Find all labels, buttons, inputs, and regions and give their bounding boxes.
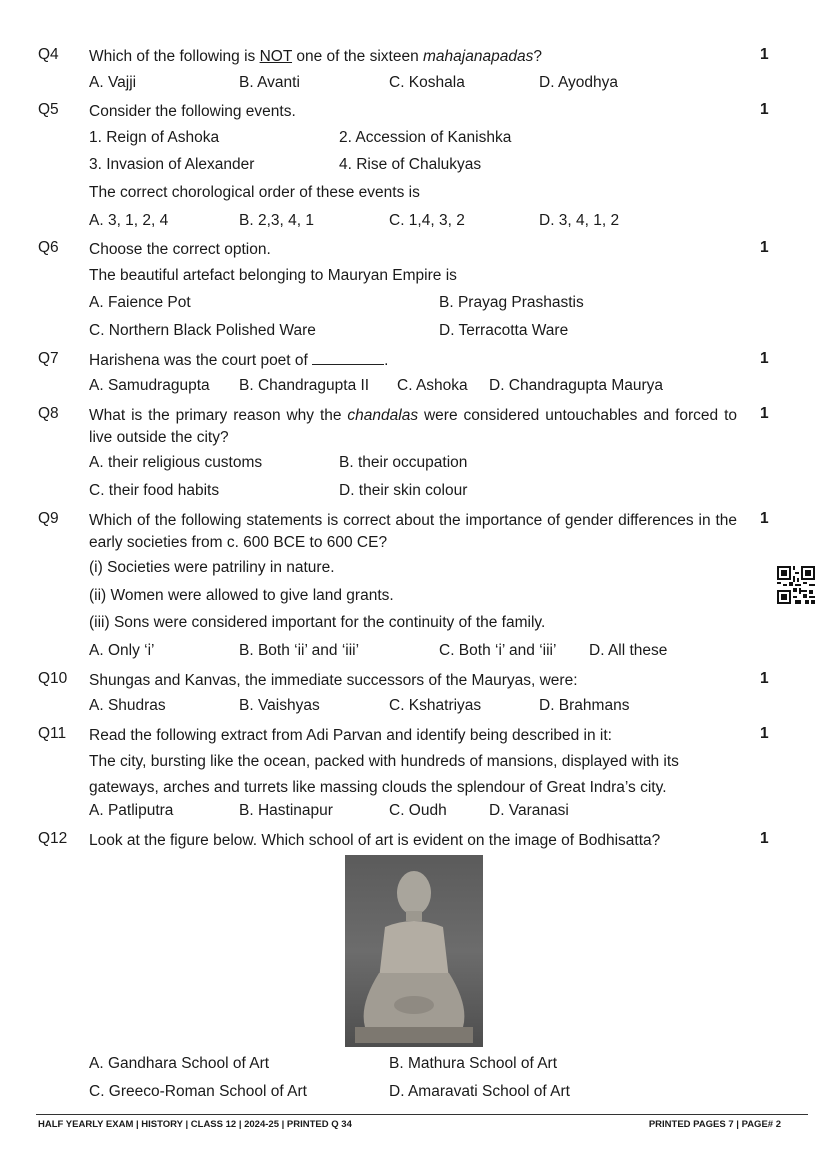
option-a: A. Shudras (89, 697, 166, 714)
option-d: D. Terracotta Ware (439, 322, 569, 339)
question-marks: 1 (760, 510, 769, 527)
option-b: B. Avanti (239, 74, 300, 91)
options-q12-row-1 (0, 1055, 826, 1077)
question-text: Shungas and Kanvas, the immediate successors of the Mauryas, were: (89, 672, 578, 689)
option-a: A. Faience Pot (89, 294, 191, 311)
option-c: C. 1,4, 3, 2 (389, 212, 465, 229)
question-marks: 1 (760, 725, 769, 742)
question-marks: 1 (760, 350, 769, 367)
option-d: D. Varanasi (489, 802, 569, 819)
question-number: Q6 (38, 239, 59, 256)
question-number: Q7 (38, 350, 59, 367)
options-q5 (0, 212, 826, 234)
fill-blank (312, 350, 384, 365)
option-d: D. All these (589, 642, 668, 659)
question-prompt: The beautiful artefact belonging to Mauryan Empire is (89, 267, 457, 284)
option-d: D. 3, 4, 1, 2 (539, 212, 620, 229)
option-a: A. their religious customs (89, 454, 263, 471)
option-a: A. Vajji (89, 74, 137, 91)
bodhisatta-sculpture-image (345, 855, 483, 1047)
option-a: A. Patliputra (89, 802, 174, 819)
question-number: Q5 (38, 101, 59, 118)
statement-1: (i) Societies were patriliny in nature. (89, 559, 335, 576)
option-d: D. Chandragupta Maurya (489, 377, 664, 394)
option-c: C. Ashoka (397, 377, 468, 394)
option-c: C. Koshala (389, 74, 465, 91)
events-row-2 (0, 156, 826, 178)
question-text: Harishena was the court poet of . (89, 352, 389, 369)
options-q8-row-2 (0, 482, 826, 504)
option-b: B. Both ‘ii’ and ‘iii’ (239, 642, 360, 659)
footer-exam-info: HALF YEARLY EXAM | HISTORY | CLASS 12 | 2024-25 | PRINTED Q 34 (38, 1119, 352, 1130)
question-number: Q12 (38, 830, 68, 847)
option-b: B. Hastinapur (239, 802, 333, 819)
question-text: Choose the correct option. (89, 241, 271, 258)
question-marks: 1 (760, 670, 769, 687)
options-q9 (0, 642, 826, 664)
event-2: 2. Accession of Kanishka (339, 129, 512, 146)
statement-2: (ii) Women were allowed to give land grants. (89, 587, 394, 604)
option-c: C. Kshatriyas (389, 697, 482, 714)
option-b: B. their occupation (339, 454, 468, 471)
option-b: B. Mathura School of Art (389, 1055, 558, 1072)
question-number: Q4 (38, 46, 59, 63)
question-marks: 1 (760, 101, 769, 118)
option-c: C. their food habits (89, 482, 220, 499)
statement-3: (iii) Sons were considered important for the continuity of the family. (89, 614, 546, 631)
option-c: C. Greeco-Roman School of Art (89, 1083, 307, 1100)
footer-divider (36, 1114, 808, 1115)
event-3: 3. Invasion of Alexander (89, 156, 255, 173)
options-q10 (0, 697, 826, 719)
question-marks: 1 (760, 239, 769, 256)
option-b: B. Vaishyas (239, 697, 320, 714)
option-c: C. Northern Black Polished Ware (89, 322, 316, 339)
options-q6-row-2 (0, 322, 826, 344)
question-text: Look at the figure below. Which school of art is evident on the image of Bodhisatta? (89, 832, 661, 849)
option-d: D. Brahmans (539, 697, 630, 714)
option-a: A. 3, 1, 2, 4 (89, 212, 169, 229)
options-q11 (0, 802, 826, 824)
options-q8-row-1 (0, 454, 826, 476)
question-number: Q10 (38, 670, 68, 687)
qr-code-icon (777, 566, 815, 604)
extract-passage: The city, bursting like the ocean, packed with hundreds of mansions, displayed with its gateways, arches and turrets like massing clouds the splendour of Great Indra’s city. (89, 753, 679, 796)
emphasis-not: NOT (259, 48, 293, 65)
question-text: Consider the following events. (89, 103, 296, 120)
question-text: Read the following extract from Adi Parvan and identify being described in it: (89, 727, 612, 744)
question-number: Q8 (38, 405, 59, 422)
option-d: D. their skin colour (339, 482, 468, 499)
question-number: Q11 (38, 725, 67, 742)
options-q7 (0, 377, 826, 399)
event-4: 4. Rise of Chalukyas (339, 156, 482, 173)
question-text: Which of the following statements is correct about the importance of gender differences in the early societies from c. 600 BCE to 600 CE? (89, 512, 737, 551)
question-number: Q9 (38, 510, 59, 527)
option-d: D. Ayodhya (539, 74, 618, 91)
events-row-1 (0, 129, 826, 151)
options-q12-row-2 (0, 1083, 826, 1105)
footer-page-info: PRINTED PAGES 7 | PAGE# 2 (648, 1119, 781, 1130)
options-q4 (0, 74, 826, 96)
question-marks: 1 (760, 405, 769, 422)
option-a: A. Gandhara School of Art (89, 1055, 270, 1072)
options-q6-row-1 (0, 294, 826, 316)
question-prompt: The correct chorological order of these events is (89, 184, 420, 201)
option-b: B. Chandragupta II (239, 377, 370, 394)
option-a: A. Samudragupta (89, 377, 210, 394)
option-a: A. Only ‘i’ (89, 642, 155, 659)
question-marks: 1 (760, 830, 769, 847)
bodhisatta-figure-illustration (345, 855, 483, 1047)
option-d: D. Amaravati School of Art (389, 1083, 570, 1100)
question-text: Which of the following is NOT one of the sixteen mahajanapadas? (89, 48, 542, 65)
question-marks: 1 (760, 46, 769, 63)
option-c: C. Oudh (389, 802, 447, 819)
question-text: What is the primary reason why the chandalas were considered untouchables and forced to live outside the city? (89, 407, 737, 446)
option-b: B. 2,3, 4, 1 (239, 212, 314, 229)
option-c: C. Both ‘i’ and ‘iii’ (439, 642, 557, 659)
option-b: B. Prayag Prashastis (439, 294, 584, 311)
event-1: 1. Reign of Ashoka (89, 129, 220, 146)
